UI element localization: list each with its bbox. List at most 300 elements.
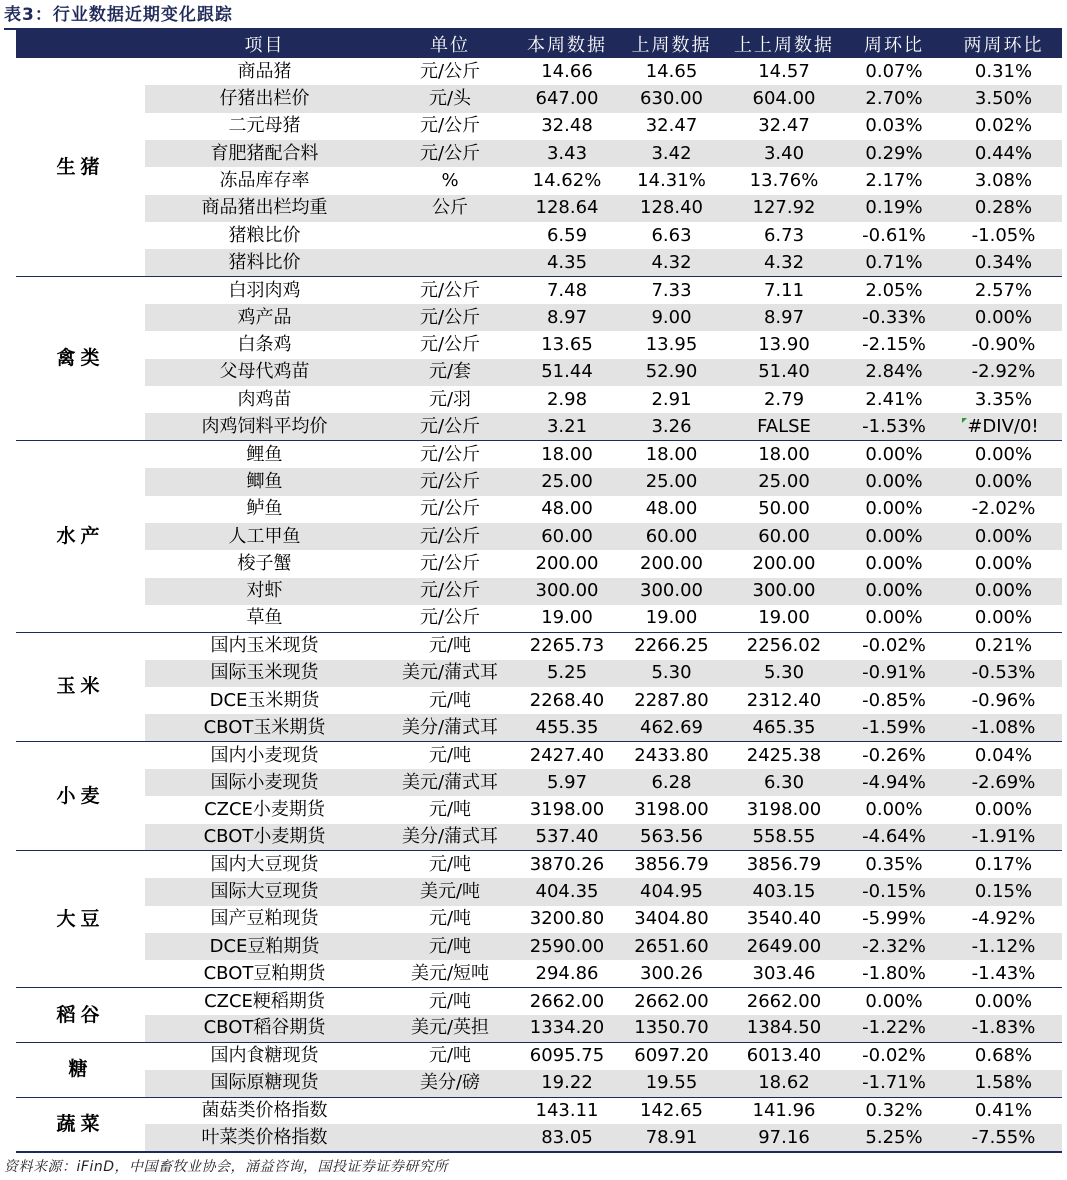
- cell-wow: 2.70%: [843, 85, 945, 112]
- table-row: [16, 578, 1062, 605]
- cell-two-week-change: -1.83%: [945, 1015, 1062, 1042]
- table-row: [16, 386, 1062, 413]
- cell-this-week: 48.00: [541, 498, 593, 520]
- cell-item: 猪粮比价: [228, 224, 301, 246]
- cell-last-week: 630.00: [618, 85, 725, 112]
- header-category: [16, 30, 145, 58]
- cell-item: 二元母猪: [228, 115, 301, 137]
- cell-item: 国际原糖现货: [145, 1070, 384, 1097]
- cell-item: 鲤鱼: [145, 441, 384, 468]
- cell-two-week-change: 0.28%: [945, 195, 1062, 222]
- cell-unit: 元/公斤: [419, 552, 481, 574]
- cell-two-weeks-ago: 32.47: [758, 115, 810, 137]
- cell-unit: 元/公斤: [384, 140, 516, 167]
- cell-last-week: 14.31%: [637, 170, 706, 192]
- cell-wow: 0.00%: [843, 988, 945, 1015]
- cell-two-weeks-ago: 127.92: [725, 195, 843, 222]
- cell-unit: 元/吨: [384, 742, 516, 769]
- cell-two-weeks-ago: 50.00: [758, 498, 810, 520]
- table-row: [16, 742, 1062, 769]
- cell-two-week-change: -2.02%: [971, 498, 1036, 520]
- cell-two-weeks-ago: 19.00: [758, 607, 810, 629]
- cell-this-week: 19.22: [516, 1070, 618, 1097]
- cell-two-weeks-ago: 200.00: [752, 552, 816, 574]
- cell-unit: 公斤: [384, 195, 516, 222]
- cell-this-week: 2.98: [546, 388, 588, 410]
- cell-two-weeks-ago: 13.76%: [749, 170, 819, 192]
- cell-last-week: 6.28: [618, 769, 725, 796]
- table-row: [16, 687, 1062, 714]
- cell-two-weeks-ago: FALSE: [725, 413, 843, 440]
- cell-two-weeks-ago: 51.40: [725, 359, 843, 386]
- cell-unit: 元/公斤: [419, 115, 481, 137]
- table-row: [16, 714, 1062, 741]
- cell-unit: 元/公斤: [419, 607, 481, 629]
- cell-wow: -1.80%: [862, 962, 926, 984]
- cell-this-week: 128.64: [516, 195, 618, 222]
- category-cell: 玉米: [16, 632, 145, 741]
- cell-item: 冻品库存率: [219, 170, 310, 192]
- cell-unit: 元/公斤: [384, 304, 516, 331]
- cell-wow: 0.35%: [843, 851, 945, 878]
- cell-two-weeks-ago: 3856.79: [725, 851, 843, 878]
- cell-last-week: 2.91: [651, 388, 692, 410]
- cell-last-week: 2651.60: [618, 933, 725, 960]
- table-row: [16, 222, 1062, 249]
- cell-two-weeks-ago: 3540.40: [746, 908, 822, 930]
- table-header-row: [16, 30, 1062, 58]
- cell-unit: 元/头: [384, 85, 516, 112]
- cell-unit: 元/公斤: [384, 441, 516, 468]
- cell-two-weeks-ago: 6013.40: [725, 1042, 843, 1069]
- cell-item: 鲈鱼: [246, 498, 283, 520]
- table-row: [16, 1042, 1062, 1069]
- table-row: [16, 660, 1062, 687]
- cell-two-week-change: 0.00%: [974, 552, 1033, 574]
- table-row: [16, 605, 1062, 632]
- cell-two-week-change: -0.90%: [971, 334, 1036, 356]
- cell-wow: 0.00%: [865, 498, 923, 520]
- cell-last-week: 200.00: [640, 552, 703, 574]
- cell-wow: 2.05%: [843, 277, 945, 304]
- table-row: [16, 851, 1062, 878]
- cell-unit: [384, 222, 516, 249]
- table-row: [16, 878, 1062, 905]
- cell-item: 肉鸡饲料平均价: [145, 413, 384, 440]
- cell-this-week: 4.35: [516, 249, 618, 276]
- cell-wow: 0.19%: [843, 195, 945, 222]
- cell-unit: 美分/蒲式耳: [384, 714, 516, 741]
- cell-two-week-change: -1.08%: [945, 714, 1062, 741]
- cell-two-weeks-ago: 13.90: [758, 334, 810, 356]
- cell-last-week: 3198.00: [634, 798, 709, 820]
- table-row: [16, 249, 1062, 276]
- cell-wow: -0.85%: [862, 689, 926, 711]
- cell-unit: %: [441, 170, 459, 192]
- cell-two-week-change: 0.00%: [945, 468, 1062, 495]
- cell-this-week: 647.00: [516, 85, 618, 112]
- cell-wow: 5.25%: [843, 1124, 945, 1151]
- cell-two-weeks-ago: 7.11: [725, 277, 843, 304]
- cell-item: 白羽肉鸡: [145, 277, 384, 304]
- cell-this-week: 3198.00: [529, 798, 605, 820]
- cell-this-week: 2265.73: [516, 632, 618, 659]
- cell-last-week: 2662.00: [618, 988, 725, 1015]
- cell-last-week: 14.65: [645, 60, 698, 82]
- cell-unit: [384, 1097, 516, 1124]
- category-cell: 大豆: [16, 851, 145, 988]
- cell-two-week-change: 0.00%: [945, 441, 1062, 468]
- cell-wow: 0.07%: [865, 60, 923, 82]
- cell-two-week-change: 0.00%: [974, 607, 1033, 629]
- cell-last-week: 2433.80: [618, 742, 725, 769]
- cell-item: 商品猪: [237, 60, 292, 82]
- cell-two-week-change: 0.00%: [945, 304, 1062, 331]
- cell-two-week-change: -0.96%: [971, 689, 1036, 711]
- cell-last-week: 128.40: [618, 195, 725, 222]
- cell-item: 国际小麦现货: [145, 769, 384, 796]
- cell-two-week-change: 0.41%: [945, 1097, 1062, 1124]
- cell-item: 菌菇类价格指数: [145, 1097, 384, 1124]
- cell-wow: -1.59%: [843, 714, 945, 741]
- cell-unit: 元/公斤: [384, 523, 516, 550]
- cell-two-week-change: -1.43%: [971, 962, 1036, 984]
- cell-this-week: 200.00: [535, 552, 599, 574]
- cell-two-weeks-ago: 2.79: [763, 388, 805, 410]
- header-unit: 单位: [384, 30, 516, 58]
- table-row: [16, 331, 1062, 358]
- source-note: 资料来源：iFinD，中国畜牧业协会，涌益咨询，国投证券证券研究所: [4, 1159, 448, 1175]
- header-item: 项目: [145, 30, 384, 58]
- category-cell: 蔬菜: [16, 1097, 145, 1152]
- cell-item: 猪料比价: [145, 249, 384, 276]
- cell-two-week-change: 3.50%: [945, 85, 1062, 112]
- cell-this-week: 2268.40: [529, 689, 605, 711]
- cell-item: 肉鸡苗: [237, 388, 292, 410]
- cell-item: CBOT小麦期货: [145, 824, 384, 851]
- table-row: [16, 441, 1062, 468]
- cell-two-weeks-ago: 303.46: [752, 962, 816, 984]
- category-cell: 小麦: [16, 742, 145, 851]
- table-row: [16, 796, 1062, 823]
- cell-two-weeks-ago: 6.30: [725, 769, 843, 796]
- cell-two-weeks-ago: 2312.40: [746, 689, 822, 711]
- category-cell: 糖: [16, 1042, 145, 1097]
- cell-last-week: 32.47: [645, 115, 698, 137]
- cell-item: 国内玉米现货: [145, 632, 384, 659]
- cell-two-week-change: 0.00%: [945, 523, 1062, 550]
- cell-last-week: 462.69: [618, 714, 725, 741]
- cell-last-week: 404.95: [618, 878, 725, 905]
- cell-this-week: 455.35: [516, 714, 618, 741]
- table-row: [16, 304, 1062, 331]
- cell-item: CBOT玉米期货: [145, 714, 384, 741]
- cell-two-weeks-ago: 300.00: [725, 578, 843, 605]
- cell-unit: 元/公斤: [384, 277, 516, 304]
- cell-two-week-change: 0.00%: [945, 988, 1062, 1015]
- cell-wow: 0.00%: [843, 468, 945, 495]
- cell-this-week: 14.66: [541, 60, 593, 82]
- table-body: [16, 58, 1062, 1152]
- category-cell: 水产: [16, 441, 145, 632]
- cell-two-weeks-ago: 2649.00: [725, 933, 843, 960]
- cell-wow: -2.32%: [843, 933, 945, 960]
- table-row: [16, 359, 1062, 386]
- cell-this-week: 300.00: [516, 578, 618, 605]
- cell-item: CBOT豆粕期货: [203, 962, 326, 984]
- cell-two-week-change: 0.21%: [945, 632, 1062, 659]
- cell-item: CBOT稻谷期货: [145, 1015, 384, 1042]
- cell-unit: 元/公斤: [384, 578, 516, 605]
- cell-last-week: 19.00: [645, 607, 698, 629]
- cell-two-weeks-ago: 3.40: [725, 140, 843, 167]
- cell-unit: 元/公斤: [419, 60, 481, 82]
- table-row: [16, 769, 1062, 796]
- cell-this-week: 32.48: [541, 115, 593, 137]
- table-row: [16, 277, 1062, 304]
- cell-two-week-change: 0.02%: [974, 115, 1033, 137]
- cell-wow: 0.71%: [843, 249, 945, 276]
- cell-last-week: 6.63: [651, 224, 692, 246]
- cell-last-week: 5.30: [618, 660, 725, 687]
- cell-two-weeks-ago: 141.96: [725, 1097, 843, 1124]
- cell-unit: 元/吨: [384, 851, 516, 878]
- header-wow: 周环比: [843, 30, 945, 58]
- cell-this-week: 13.65: [541, 334, 593, 356]
- cell-two-weeks-ago: 97.16: [725, 1124, 843, 1151]
- cell-two-week-change: 0.15%: [945, 878, 1062, 905]
- cell-this-week: 3.21: [516, 413, 618, 440]
- cell-two-weeks-ago: 14.57: [758, 60, 810, 82]
- cell-two-weeks-ago: 60.00: [725, 523, 843, 550]
- table-row: [16, 906, 1062, 933]
- header-two-weeks-ago: 上上周数据: [725, 30, 843, 58]
- cell-unit: 美元/蒲式耳: [384, 660, 516, 687]
- cell-item: 仔猪出栏价: [145, 85, 384, 112]
- cell-last-week: 7.33: [618, 277, 725, 304]
- cell-wow: -1.53%: [843, 413, 945, 440]
- cell-unit: 元/羽: [428, 388, 472, 410]
- cell-item: DCE玉米期货: [209, 689, 320, 711]
- cell-two-week-change: #DIV/0!: [945, 413, 1062, 440]
- cell-two-week-change: 0.00%: [974, 798, 1033, 820]
- table-row: [16, 113, 1062, 140]
- cell-wow: 0.00%: [865, 798, 923, 820]
- table-row: [16, 824, 1062, 851]
- cell-item: 国产豆粕现货: [210, 908, 319, 930]
- cell-this-week: 5.25: [516, 660, 618, 687]
- cell-this-week: 3200.80: [529, 908, 605, 930]
- cell-unit: 美元/短吨: [410, 962, 490, 984]
- cell-item: 国际大豆现货: [145, 878, 384, 905]
- cell-item: 鸡产品: [145, 304, 384, 331]
- cell-last-week: 52.90: [618, 359, 725, 386]
- industry-data-table: [16, 30, 1062, 1153]
- cell-two-weeks-ago: 6.73: [763, 224, 805, 246]
- cell-two-week-change: 3.35%: [974, 388, 1033, 410]
- cell-two-weeks-ago: 2425.38: [725, 742, 843, 769]
- cell-last-week: 19.55: [618, 1070, 725, 1097]
- cell-this-week: 18.00: [516, 441, 618, 468]
- cell-this-week: 404.35: [516, 878, 618, 905]
- cell-wow: -0.26%: [843, 742, 945, 769]
- cell-two-weeks-ago: 2662.00: [725, 988, 843, 1015]
- cell-two-week-change: 1.58%: [945, 1070, 1062, 1097]
- cell-two-weeks-ago: 18.00: [725, 441, 843, 468]
- cell-last-week: 6097.20: [618, 1042, 725, 1069]
- cell-two-week-change: -2.69%: [945, 769, 1062, 796]
- cell-this-week: 8.97: [516, 304, 618, 331]
- cell-unit: 元/公斤: [384, 413, 516, 440]
- cell-unit: 美分/蒲式耳: [384, 824, 516, 851]
- cell-wow: -4.64%: [843, 824, 945, 851]
- cell-wow: -0.33%: [843, 304, 945, 331]
- cell-unit: 美元/蒲式耳: [384, 769, 516, 796]
- cell-item: 国内大豆现货: [145, 851, 384, 878]
- cell-this-week: 2662.00: [516, 988, 618, 1015]
- cell-unit: 元/吨: [384, 933, 516, 960]
- cell-two-weeks-ago: 558.55: [725, 824, 843, 851]
- cell-unit: [384, 249, 516, 276]
- cell-unit: 元/公斤: [419, 334, 481, 356]
- cell-wow: 0.00%: [843, 578, 945, 605]
- cell-item: 人工甲鱼: [145, 523, 384, 550]
- cell-wow: -5.99%: [862, 908, 926, 930]
- table-row: [16, 1124, 1062, 1151]
- cell-wow: -1.22%: [843, 1015, 945, 1042]
- table-row: [16, 195, 1062, 222]
- cell-this-week: 60.00: [516, 523, 618, 550]
- cell-wow: -4.94%: [843, 769, 945, 796]
- cell-last-week: 3856.79: [618, 851, 725, 878]
- cell-last-week: 4.32: [618, 249, 725, 276]
- cell-item: 商品猪出栏均重: [145, 195, 384, 222]
- cell-wow: 0.00%: [843, 441, 945, 468]
- cell-two-week-change: 0.17%: [945, 851, 1062, 878]
- cell-two-week-change: 3.08%: [974, 170, 1033, 192]
- cell-wow: 2.84%: [843, 359, 945, 386]
- cell-this-week: 3870.26: [516, 851, 618, 878]
- cell-wow: 2.17%: [865, 170, 923, 192]
- cell-wow: 0.00%: [865, 607, 923, 629]
- cell-two-week-change: -4.92%: [971, 908, 1036, 930]
- cell-item: 白条鸡: [237, 334, 292, 356]
- table-row: [16, 1097, 1062, 1124]
- table-row: [16, 933, 1062, 960]
- cell-item: 国际玉米现货: [145, 660, 384, 687]
- cell-item: 国内小麦现货: [145, 742, 384, 769]
- category-cell: 生猪: [16, 58, 145, 277]
- cell-wow: -0.15%: [843, 878, 945, 905]
- cell-two-weeks-ago: 3198.00: [746, 798, 822, 820]
- cell-this-week: 1334.20: [516, 1015, 618, 1042]
- cell-item: 草鱼: [246, 607, 283, 629]
- cell-two-week-change: -1.91%: [945, 824, 1062, 851]
- cell-unit: 元/套: [384, 359, 516, 386]
- table-row: [16, 58, 1062, 85]
- table-row: [16, 496, 1062, 523]
- cell-unit: 美分/磅: [384, 1070, 516, 1097]
- cell-last-week: 3.42: [618, 140, 725, 167]
- cell-unit: 元/公斤: [384, 468, 516, 495]
- cell-two-week-change: 0.34%: [945, 249, 1062, 276]
- cell-two-week-change: 0.44%: [945, 140, 1062, 167]
- cell-unit: 元/吨: [384, 1042, 516, 1069]
- category-cell: 稻谷: [16, 988, 145, 1043]
- cell-last-week: 13.95: [645, 334, 698, 356]
- cell-last-week: 2266.25: [618, 632, 725, 659]
- cell-two-weeks-ago: 5.30: [725, 660, 843, 687]
- cell-two-week-change: 0.04%: [945, 742, 1062, 769]
- cell-last-week: 142.65: [618, 1097, 725, 1124]
- table-row: [16, 140, 1062, 167]
- cell-item: 叶菜类价格指数: [145, 1124, 384, 1151]
- cell-unit: 元/吨: [428, 908, 472, 930]
- cell-this-week: 19.00: [541, 607, 593, 629]
- cell-two-weeks-ago: 465.35: [725, 714, 843, 741]
- cell-last-week: 300.00: [618, 578, 725, 605]
- cell-two-weeks-ago: 18.62: [725, 1070, 843, 1097]
- cell-last-week: 78.91: [618, 1124, 725, 1151]
- cell-last-week: 300.26: [640, 962, 703, 984]
- table-row: [16, 632, 1062, 659]
- header-this-week: 本周数据: [516, 30, 618, 58]
- cell-last-week: 18.00: [618, 441, 725, 468]
- cell-unit: [384, 1124, 516, 1151]
- header-two-week-change: 两周环比: [945, 30, 1062, 58]
- cell-last-week: 2287.80: [634, 689, 709, 711]
- table-row: [16, 468, 1062, 495]
- cell-two-weeks-ago: 25.00: [725, 468, 843, 495]
- cell-item: 父母代鸡苗: [145, 359, 384, 386]
- cell-wow: 0.29%: [843, 140, 945, 167]
- cell-item: CZCE小麦期货: [204, 798, 325, 820]
- table-title: 表3：行业数据近期变化跟踪: [4, 4, 1062, 30]
- cell-this-week: 51.44: [516, 359, 618, 386]
- table-row: [16, 85, 1062, 112]
- cell-wow: 0.03%: [865, 115, 923, 137]
- cell-this-week: 294.86: [535, 962, 599, 984]
- cell-two-week-change: 2.57%: [945, 277, 1062, 304]
- cell-item: 育肥猪配合料: [145, 140, 384, 167]
- cell-two-week-change: -1.12%: [945, 933, 1062, 960]
- cell-item: 对虾: [145, 578, 384, 605]
- cell-this-week: 2590.00: [516, 933, 618, 960]
- cell-two-week-change: -7.55%: [945, 1124, 1062, 1151]
- cell-this-week: 6.59: [546, 224, 588, 246]
- cell-this-week: 25.00: [516, 468, 618, 495]
- cell-two-week-change: -1.05%: [971, 224, 1036, 246]
- cell-wow: 0.00%: [865, 552, 923, 574]
- cell-last-week: 48.00: [645, 498, 698, 520]
- cell-wow: -0.02%: [843, 632, 945, 659]
- cell-unit: 元/公斤: [419, 498, 481, 520]
- cell-two-week-change: -2.92%: [945, 359, 1062, 386]
- cell-last-week: 563.56: [618, 824, 725, 851]
- cell-last-week: 60.00: [618, 523, 725, 550]
- cell-last-week: 9.00: [618, 304, 725, 331]
- cell-unit: 元/吨: [428, 798, 472, 820]
- cell-two-weeks-ago: 4.32: [725, 249, 843, 276]
- cell-two-weeks-ago: 604.00: [725, 85, 843, 112]
- table-row: [16, 413, 1062, 440]
- cell-unit: 美元/英担: [384, 1015, 516, 1042]
- cell-wow: -0.61%: [862, 224, 926, 246]
- cell-two-week-change: 0.31%: [974, 60, 1033, 82]
- cell-wow: 0.00%: [843, 523, 945, 550]
- cell-unit: 元/吨: [428, 689, 472, 711]
- cell-item: 鲫鱼: [145, 468, 384, 495]
